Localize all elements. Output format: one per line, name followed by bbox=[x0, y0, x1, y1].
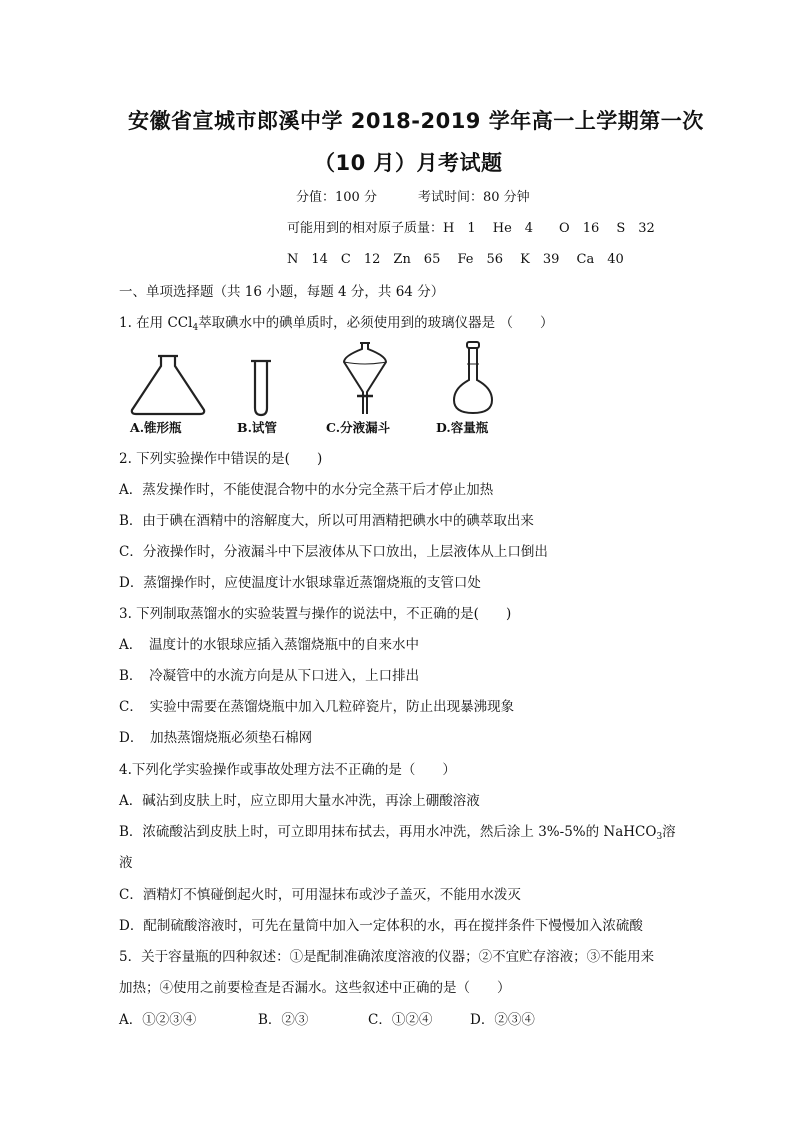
option-d-volumetric-label: D.容量瓶 bbox=[436, 420, 489, 435]
volumetric-flask-icon bbox=[450, 340, 496, 416]
page-title-line1: 安徽省宣城市郎溪中学 2018-2019 学年高一上学期第一次 bbox=[128, 109, 704, 133]
erlenmeyer-flask-icon bbox=[128, 352, 208, 416]
question-4-option-b: B．浓硫酸沾到皮肤上时，可立即用抹布拭去，再用水冲洗，然后涂上 3%-5%的 NaHCO$_3$溶 bbox=[119, 824, 676, 842]
question-2-stem: 2. 下列实验操作中错误的是( ) bbox=[119, 451, 323, 467]
question-1-stem: 1. 在用 CCl$_4$萃取碘水中的碘单质时，必须使用到的玻璃仪器是 （ ） bbox=[119, 315, 554, 333]
time-info: 考试时间：80 分钟 bbox=[418, 190, 530, 205]
score-info: 分值：100 分 bbox=[296, 190, 377, 205]
atomic-mass-line1: 可能用到的相对原子质量：H 1 He 4 O 16 S 32 bbox=[287, 221, 655, 236]
question-4-option-d: D．配制硫酸溶液时，可先在量筒中加入一定体积的水，再在搅拌条件下慢慢加入浓硫酸 bbox=[119, 918, 643, 934]
test-tube-icon bbox=[248, 358, 274, 418]
question-3-option-b: B． 冷凝管中的水流方向是从下口进入，上口排出 bbox=[119, 668, 420, 684]
question-3-option-c: C． 实验中需要在蒸馏烧瓶中加入几粒碎瓷片，防止出现暴沸现象 bbox=[119, 699, 515, 715]
option-c-funnel-label: C.分液漏斗 bbox=[326, 420, 391, 435]
page-title-line2: （10 月）月考试题 bbox=[314, 151, 503, 175]
question-2-option-b: B．由于碘在酒精中的溶解度大，所以可用酒精把碘水中的碘萃取出来 bbox=[119, 513, 534, 529]
question-3-option-a: A． 温度计的水银球应插入蒸馏烧瓶中的自来水中 bbox=[119, 637, 419, 653]
question-2-option-d: D．蒸馏操作时，应使温度计水银球靠近蒸馏烧瓶的支管口处 bbox=[119, 575, 481, 591]
question-2-option-c: C．分液操作时，分液漏斗中下层液体从下口放出，上层液体从上口倒出 bbox=[119, 544, 548, 560]
question-5-stem-line2: 加热；④使用之前要检查是否漏水。这些叙述中正确的是（ ） bbox=[119, 980, 511, 996]
question-5-option-b: B．②③ bbox=[258, 1012, 309, 1028]
question-4-stem: 4.下列化学实验操作或事故处理方法不正确的是（ ） bbox=[119, 762, 456, 778]
atomic-mass-line2: N 14 C 12 Zn 65 Fe 56 K 39 Ca 40 bbox=[287, 252, 624, 267]
question-5-option-c: C．①②④ bbox=[368, 1012, 433, 1028]
option-b-tube-label: B.试管 bbox=[237, 420, 277, 435]
question-5-option-a: A．①②③④ bbox=[119, 1012, 197, 1028]
section-heading: 一、单项选择题（共 16 小题，每题 4 分，共 64 分） bbox=[119, 284, 445, 300]
question-3-stem: 3. 下列制取蒸馏水的实验装置与操作的说法中，不正确的是( ) bbox=[119, 606, 512, 622]
option-a-flask-label: A.锥形瓶 bbox=[130, 420, 182, 435]
question-4-option-c: C．酒精灯不慎碰倒起火时，可用湿抹布或沙子盖灭，不能用水泼灭 bbox=[119, 887, 521, 903]
question-3-option-d: D． 加热蒸馏烧瓶必须垫石棉网 bbox=[119, 730, 313, 746]
question-4-option-a: A．碱沾到皮肤上时，应立即用大量水冲洗，再涂上硼酸溶液 bbox=[119, 793, 480, 809]
question-4-option-b-continued: 液 bbox=[119, 855, 133, 871]
question-5-stem-line1: 5．关于容量瓶的四种叙述：①是配制准确浓度溶液的仪器；②不宜贮存溶液；③不能用来 bbox=[119, 949, 655, 965]
separatory-funnel-icon bbox=[338, 340, 392, 416]
question-5-option-d: D．②③④ bbox=[470, 1012, 535, 1028]
question-2-option-a: A．蒸发操作时，不能使混合物中的水分完全蒸干后才停止加热 bbox=[119, 482, 494, 498]
